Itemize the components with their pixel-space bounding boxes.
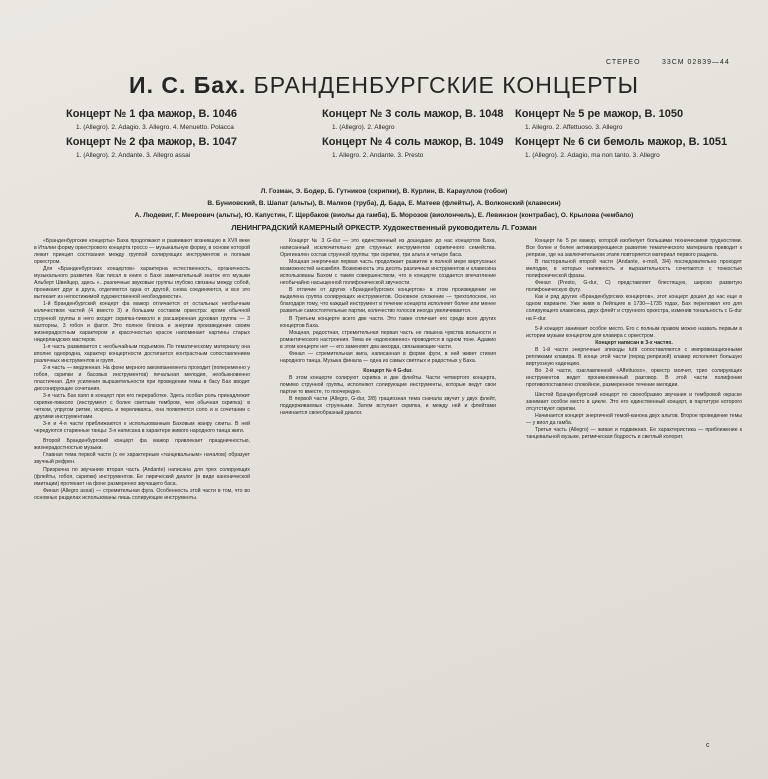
section-heading: Концерт написан в 3-х частях.	[595, 339, 673, 346]
concerto-movements: 1. (Allegro). 2. Allegro	[332, 124, 395, 131]
concerto-2	[66, 136, 237, 159]
paragraph: Призрачна по звучанию вторая часть (Andante) написана для трех солирующих (флейты, гобоя, скрипки) инструментов. Ее лирический диалог (в виде канонической имитации) протекает на фоне размеренно звучащего баса.	[34, 466, 250, 487]
stereo-label: СТЕРЕО	[606, 59, 641, 66]
concerto-heading: Концерт № 6 си бемоль мажор, B. 1051	[515, 136, 728, 148]
concerto-1	[66, 108, 237, 131]
paragraph: Финал (Allegro assai) — стремительная фуга. Особенность этой части в том, что во основных разделах использованы лишь солирующие инструменты.	[34, 487, 250, 501]
page-title	[0, 72, 768, 99]
paragraph: В 1-й части энергичные эпизоды tutti сопоставляются с импровизационными репликами клавира. В конце этой части (перед репризой) клавир исполняет большую виртуозную каденцию.	[526, 346, 742, 367]
section-heading: Концерт № 4 G-dur.	[363, 367, 413, 374]
paragraph: 1-я часть развивается с необычайным подъемом. По тематическому материалу она вполне однородна, характер концертности достигается контрастным сопоставлением различных инструментов и групп.	[34, 343, 250, 364]
paragraph: Как и ряд других «Бранденбургских концертов», этот концерт дошел до нас еще в одном варианте. Уже живя в Лейпциге в 1730—1735 годах, Бах переложил его для солирующего клавесина, двух флейт и струнного оркестра, изменив тональность с G-dur на F-dur.	[526, 294, 742, 322]
concerto-heading: Концерт № 5 ре мажор, B. 1050	[515, 108, 684, 120]
paragraph: В первой части (Allegro, G-dur, 3/8) грациозная тема сначала звучит у двух флейт, поддерживаемых струнными. Затем вступает скрипка, и между ней и флейтами начинается своеобразный диалог.	[280, 396, 496, 417]
paragraph: Мощная энергичная первая часть продолжает развитие в полной мере виртуозных возможностей ансамбля. Возможность эта десять различных инструментов и клавесина использованы Бахом с таким совершенством, что в концерте создается впечатление необычайно насыщенной полифонической звучности.	[280, 259, 496, 287]
paragraph: Для «Бранденбургских концертов» характерна естественность, органичность музыкального развития. Как писал в книге о Бахе замечательный знаток его музыки Альберт Швейцер, здесь «...различные звуковые группы глубоко связаны между собой, проникают друг в друга, отделяются одна от другой, снова соединяются, и все это вытекает из непостижимой художественной необходимости».	[34, 266, 250, 301]
paragraph: 1-й Бранденбургский концерт фа мажор отличается от остальных необычным количеством частей (4 вместо 3) и большим составом оркестра: кроме обычной струнной группы в него входят скрипка-пикколо и расширенная духовая группа — 3 валторны, 3 гобоя и фагот. Это полное блеска и энергии произведение своим жизнерадостным характером и красочностью красок напоминает картины старых нидерландских мастеров.	[34, 301, 250, 343]
concerto-3	[322, 108, 504, 131]
concerto-movements: 1. (Allegro). 2. Adagio. 3. Allegro. 4. Menuetto. Polacca	[76, 124, 234, 131]
paragraph: Финал (Presto, G-dur, C) представляет блестящую, широко развитую полифоническую фугу.	[526, 280, 742, 294]
performers-line: Л. Гозман, Э. Бодер, Б. Гутников (скрипки), В. Курлин, В. Карауллов (гобои)	[260, 188, 508, 195]
paragraph: Мощная, радостная, стремительная первая часть не лишена чувства вольности и романтического настроения. Тема ее «вдохновенно» проводится в одном тоне. Адажио в этом концерте нет — его заменяют два аккорда, связывающие части.	[280, 329, 496, 350]
paragraph: В этом концерте солируют скрипка и две флейты. Части четвертого концерта, помимо струнной группы, исполняют солирующие инструменты, которые ведут свои партии то вместе, то поочередно.	[280, 374, 496, 395]
notes-column-2	[280, 238, 496, 754]
paragraph: 3-я часть Бах взял в концерт при его переработке. Здесь особая роль принадлежит скрипке-пикколо (инструмент с более светлым тембром, чем обычная скрипка): в четком, упругом ритме, искрясь и переливаясь, она появляется соло и в сочетании с другими инструментами.	[34, 393, 250, 421]
concerto-movements: 1. Allegro. 2. Affettuoso. 3. Allegro	[525, 124, 623, 131]
performers-line: А. Людевиг, Г. Меерович (альты), Ю. Капустин, Г. Щербаков (виолы да гамба), Б. Морозов (виолончель), Е. Левинзон (контрабас), О. Крылова (чембало)	[134, 212, 634, 219]
notes-column-3	[526, 238, 742, 754]
concerto-4	[322, 136, 504, 159]
concerto-heading: Концерт № 3 соль мажор, B. 1048	[322, 108, 504, 120]
concerto-movements: 1. (Allegro). 2. Andante. 3. Allegro assai	[76, 152, 191, 159]
concerto-movements: 1. (Allegro). 2. Adagio, ma non tanto. 3. Allegro	[525, 152, 660, 159]
paragraph: «Бранденбургские концерты» Баха продолжают и развивают возникшую в XVII веке в Италии форму оркестрового концерта гроссо — музыкальную форму, в основе которой лежит принцип состязания между группой солирующих инструментов и полным оркестром.	[34, 238, 250, 266]
performers-line: В. Буниовский, В. Шапат (альты), В. Малков (труба), Д. Бада, Е. Матеев (флейты), А. Волконский (клавесин)	[207, 200, 561, 207]
concerto-6	[515, 136, 727, 159]
paragraph: Главная тема первой части (с ее характерным «танцевальным» началом) образует звучный рефрен.	[34, 452, 250, 466]
paragraph: Во 2-й части, озаглавленной «Affettuoso», оркестр молчит, трио солирующих инструментов ведет проникновенный разговор. В этой части полифонии противопоставлено спокойное, размеренное течение мелодии.	[526, 367, 742, 388]
paragraph: 2-я часть — медленная. На фоне мерного аккомпанемента проходит (попеременно у гобоя, скрипки и басовых инструментов) печальная мелодия, необыкновенно пластичная. Для усиления выразительности при проведении темы в басу Бах вводит диссонирующие сочетания.	[34, 364, 250, 392]
work-title: БРАНДЕНБУРГСКИЕ КОНЦЕРТЫ	[253, 72, 639, 98]
performers-credits	[0, 186, 768, 234]
catalog-number: 33СМ 02839—44	[662, 59, 730, 66]
liner-notes	[34, 238, 742, 754]
notes-column-1	[34, 238, 250, 754]
paragraph: В Третьем концерте всего две части. Это также отличает его среди всех других концертов Баха.	[280, 315, 496, 329]
concerto-5	[515, 108, 683, 131]
concerto-heading: Концерт № 4 соль мажор, B. 1049	[322, 136, 504, 148]
paragraph: Второй Бранденбургский концерт фа мажор привлекает праздничностью, жизнерадостностью музыки.	[34, 438, 250, 452]
paragraph: В пасторальной второй части (Andante, e-moll, 3/4) последовательно проходят мелодии, в которых напевность и выразительность сочетаются с тонкостью полифонической фразы.	[526, 259, 742, 280]
paragraph: Шестой Бранденбургский концерт по своеобразию звучания и тембровой окраске занимает особое место в цикле. Это его единственный концерт, в партитуре которого отсутствуют скрипки.	[526, 391, 742, 413]
paragraph: 5-й концерт занимает особое место. Его с полным правом можно назвать первым в истории музыки концертом для клавира с оркестром.	[526, 325, 742, 339]
paragraph: Концерт № 5 ре мажор, которой изобилует большими техническими трудностями. Все более и более активизирующиеся развитие тематического материала приводит к репризе, где на заключительном этапе повторяется материал первого раздела.	[526, 238, 742, 259]
paragraph: Начинается концерт энергичной темой-канона двух альтов. Второе проведение темы — у виол да гамба.	[526, 413, 742, 427]
concerto-heading: Концерт № 2 фа мажор, B. 1047	[66, 136, 237, 148]
concerto-movements: 1. Allegro. 2. Andante. 3. Presto	[332, 152, 424, 159]
paragraph: Третья часть (Allegro) — живая и подвижная. Ее характеристика — приближение к танцевальной музыке, ритмическая бодрость и светлый колорит.	[526, 427, 742, 441]
concerto-heading: Концерт № 1 фа мажор, B. 1046	[66, 108, 237, 120]
composer-name: И. С. Бах.	[129, 72, 247, 98]
paragraph: 3-я и 4-я части приближаются к использованным Баховым жанру сюиты. В ней чередуются старинные танцы: 3-я написана в характере живого народного танца жиги.	[34, 421, 250, 435]
orchestra-line: ЛЕНИНГРАДСКИЙ КАМЕРНЫЙ ОРКЕСТР. Художественный руководитель Л. Гозман	[231, 223, 537, 232]
paragraph: Финал — стремительная жига, написанная в форме фуги, в ней живет стихия народного танца. Музыка финала — одна из самых светлых и радостных у Баха.	[280, 350, 496, 364]
paragraph: Концерт № 3 G-dur — это единственный из дошедших до нас концертов Баха, написанный исключительно для струнных инструментов скрипичного семейства. Оригинален состав струнной группы: три скрипки, три альта и четыре баса.	[280, 238, 496, 259]
footer-letter: с	[706, 742, 710, 749]
paragraph: В отличие от других «Бранденбургских концертов» в этом произведении не выделена группа солирующих инструментов. Основное сложение — трехголосное, но благодаря тому, что каждый инструмент в течение концерта исполняет более или менее развитые самостоятельные партии, количество голосов иногда увеличивается.	[280, 287, 496, 315]
